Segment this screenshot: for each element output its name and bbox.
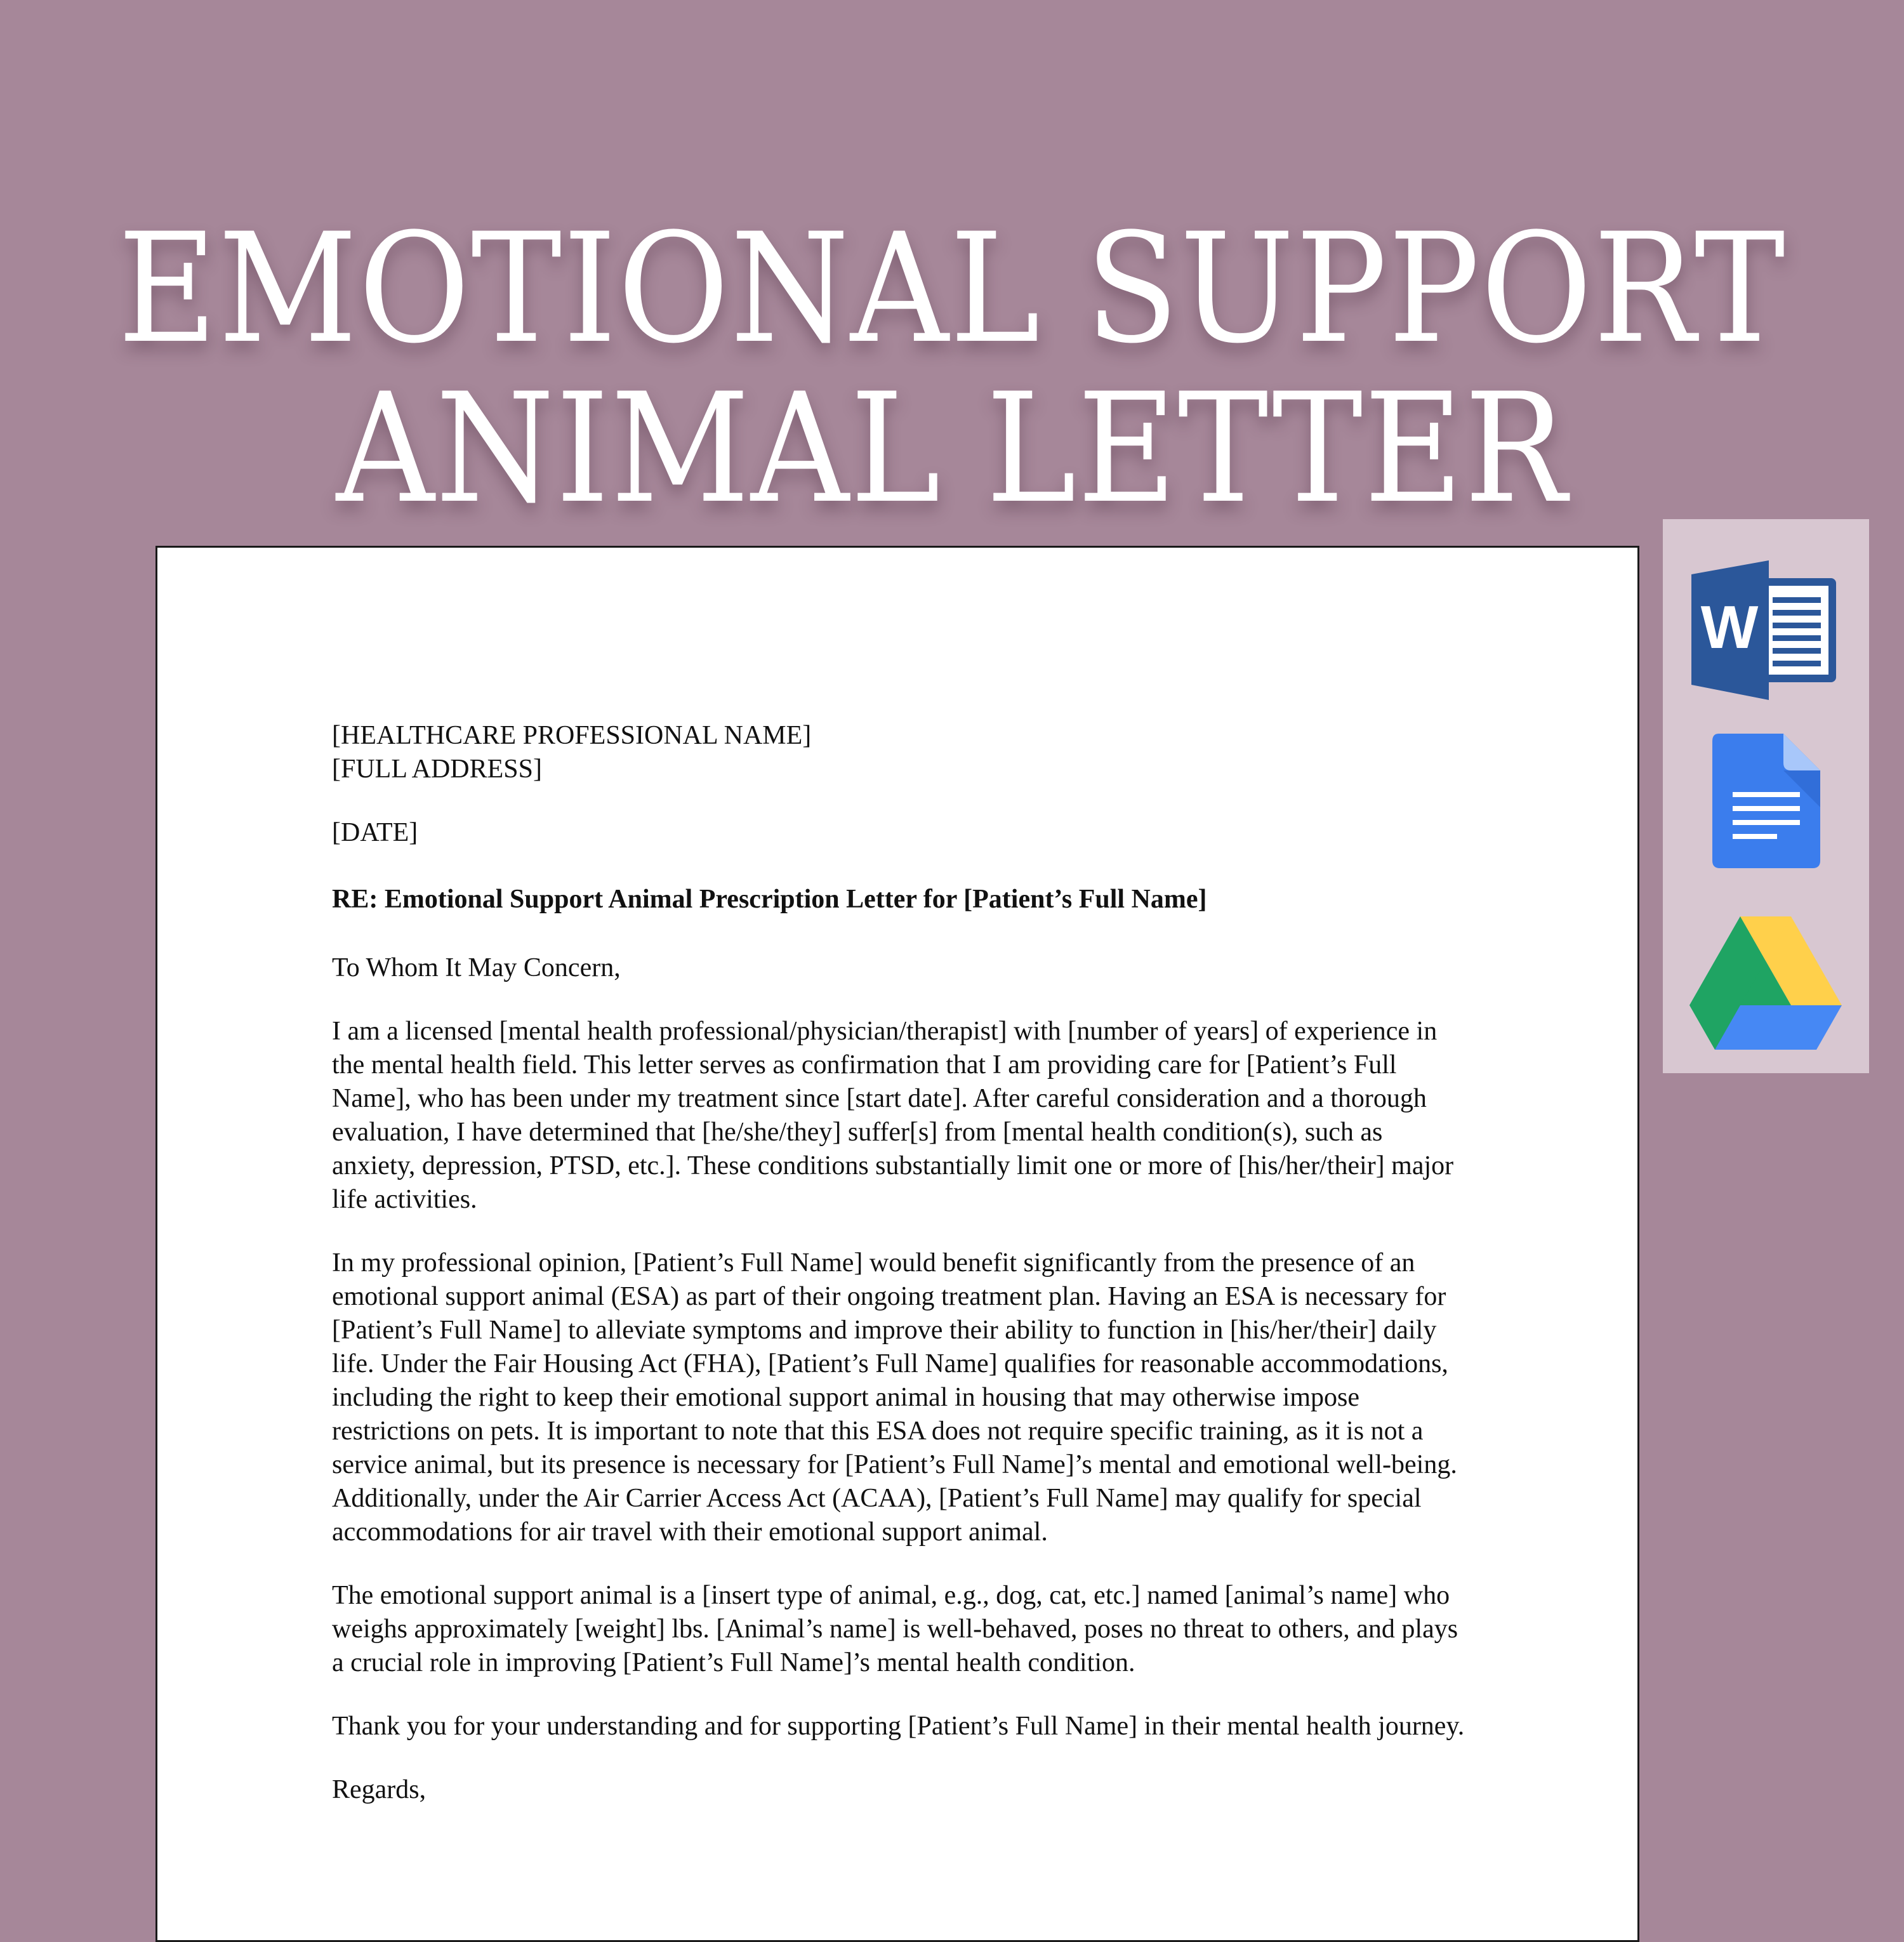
google-drive-icon xyxy=(1689,916,1842,1050)
sender-address: [FULL ADDRESS] xyxy=(332,755,542,784)
salutation: To Whom It May Concern, xyxy=(332,953,621,982)
letter-date: [DATE] xyxy=(332,818,418,847)
subject-line: RE: Emotional Support Animal Prescription Letter for [Patient’s Full Name] xyxy=(332,885,1207,914)
letter-body xyxy=(332,719,1468,1837)
sender-name: [HEALTHCARE PROFESSIONAL NAME] xyxy=(332,721,812,750)
word-icon-letter: W xyxy=(1700,593,1759,661)
paragraph-3: The emotional support animal is a [insert type of animal, e.g., dog, cat, etc.] named [animal’s name] who weighs approximately [weight] lbs. [Animal’s name] is well-behaved, poses no threat to others, and plays a crucial role in improving [Patient’s Full Name]’s mental health condition. xyxy=(332,1581,1458,1677)
closing: Regards, xyxy=(332,1775,426,1804)
title-line-1: EMOTIONAL SUPPORT xyxy=(117,201,1787,377)
banner-title xyxy=(95,201,1809,537)
paragraph-1: I am a licensed [mental health professional/physician/therapist] with [number of years] of experience in the mental health field. This letter serves as confirmation that I am providing care for [Patient’s Full Name], who has been under my treatment since [start date]. After careful consideration and a thorough evaluation, I have determined that [he/she/they] suffer[s] from [mental health condition(s), such as anxiety, depression, PTSD, etc.]. These conditions substantially limit one or more of [his/her/their] major life activities. xyxy=(332,1017,1454,1214)
word-icon xyxy=(1691,560,1837,700)
title-line-2: ANIMAL LETTER xyxy=(336,361,1568,537)
google-docs-icon xyxy=(1712,734,1820,868)
letter-page xyxy=(155,546,1639,1942)
format-panel xyxy=(1663,519,1869,1073)
paragraph-2: In my professional opinion, [Patient’s Full Name] would benefit significantly from the presence of an emotional support animal (ESA) as part of their ongoing treatment plan. Having an ESA is necessary for [Patient’s Full Name] to alleviate symptoms and improve their ability to function in [his/her/their] daily life. Under the Fair Housing Act (FHA), [Patient’s Full Name] qualifies for reasonable accommodations, including the right to keep their emotional support animal in housing that may otherwise impose restrictions on pets. It is important to note that this ESA does not require specific training, as it is not a service animal, but its presence is necessary for [Patient’s Full Name]’s mental and emotional well-being. Additionally, under the Air Carrier Access Act (ACAA), [Patient’s Full Name] may qualify for special accommodations for air travel with their emotional support animal. xyxy=(332,1248,1457,1547)
paragraph-4: Thank you for your understanding and for supporting [Patient’s Full Name] in their mental health journey. xyxy=(332,1712,1465,1741)
